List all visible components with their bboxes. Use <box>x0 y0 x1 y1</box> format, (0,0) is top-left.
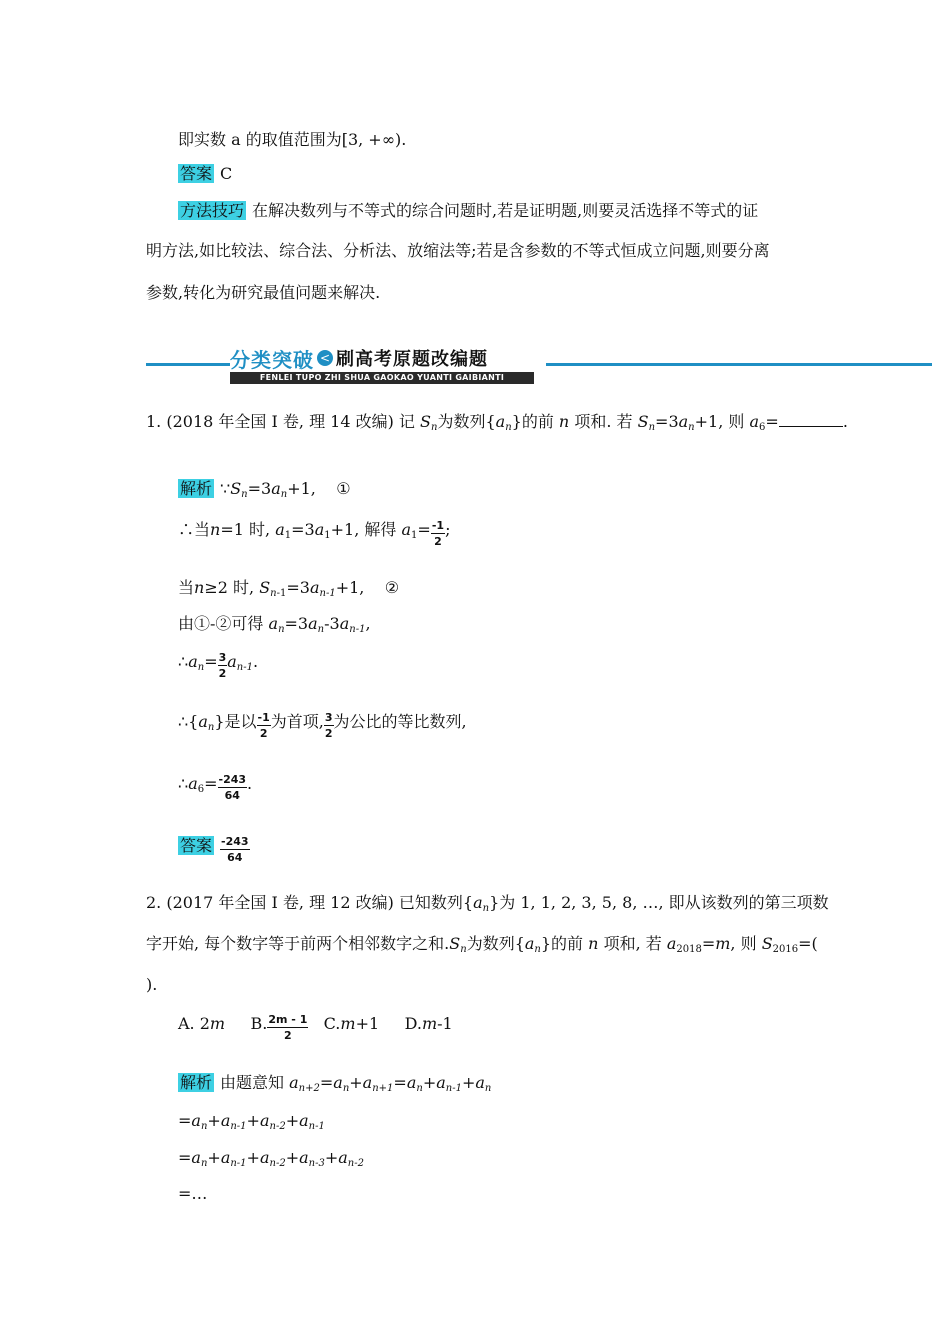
problem2-line-1: 2. (2017 年全国 Ⅰ 卷, 理 12 改编) 已知数列$\{a_n\}$为 1, 1, 2, 3, 5, 8, …, 即从该数列的第三项数 <box>146 893 829 914</box>
banner-rule-right <box>546 363 932 366</box>
problem2-line-3: ). <box>146 975 158 994</box>
method-line-3: 参数,转化为研究最值问题来解决. <box>146 283 381 302</box>
p1-step-7: $\therefore a_6=$ $\frac{-243}{64}$ . <box>178 773 253 802</box>
p1-step-6: $\therefore\{a_n\}$是以 $\frac{-1}{2}$ 为首项, $\frac{3}{2}$ 为公比的等比数列, <box>178 711 467 740</box>
problem1-stem: 1. (2018 年全国 Ⅰ 卷, 理 14 改编) 记 $S_n$为数列$\{a_n\}$的前 n 项和. 若 $S_n=3a_n+1$, 则 $a_6=$ . <box>146 412 848 433</box>
fraction-three-half: $\frac{3}{2}$ <box>218 651 227 680</box>
option-c: C.m+1 <box>323 1014 380 1033</box>
banner-rule-left <box>146 363 230 366</box>
section-banner <box>146 345 932 385</box>
fraction-first-term: $\frac{-1}{2}$ <box>257 711 270 740</box>
fraction-neg-half: $\frac{-1}{2}$ <box>431 519 445 548</box>
arrow-icon: < <box>317 350 333 366</box>
method-tag: 方法技巧 <box>180 201 245 220</box>
p1-step-5: $\therefore a_n=$ $\frac{3}{2}$ $a_{n-1}$. <box>178 651 259 680</box>
p1-step-2: ∴当n=1 时, $a_1=3a_1+1$, 解得 $a_1=$ $\frac{-1}{2}$ ; <box>178 519 451 548</box>
banner-subtitle: FENLEI TUPO ZHI SHUA GAOKAO YUANTI GAIBIANTI <box>230 372 534 384</box>
answer-tag: 答案 <box>180 164 213 183</box>
analysis-tag: 解析 <box>180 1073 213 1092</box>
p1-answer <box>178 836 250 863</box>
answer-tag: 答案 <box>180 836 213 855</box>
answer-line <box>178 164 232 184</box>
method-line-2: 明方法,如比较法、综合法、分析法、放缩法等;若是含参数的不等式恒成立问题,则要分离 <box>146 241 770 260</box>
range-text: 即实数 a 的取值范围为[3, +∞). <box>178 130 407 149</box>
p1-step-1: 解析 $\because S_n=3a_n+1$, ① <box>180 479 351 500</box>
p2-analysis-4: =… <box>178 1184 208 1203</box>
p2-analysis-3: $=a_n+a_{n-1}+a_{n-2}+a_{n-3}+a_{n-2}$ <box>178 1148 364 1169</box>
option-b: B. $\frac{2m - 1}{2}$ <box>250 1013 308 1042</box>
p1-step-4: 由①-②可得 $a_n=3a_n-3a_{n-1}$, <box>178 614 371 635</box>
fraction-answer: $\frac{-243}{64}$ <box>221 835 249 864</box>
p1-step-3: 当n≥2 时, $S_{n-1}=3a_{n-1}+1$, ② <box>178 578 400 599</box>
p2-analysis-2: $=a_n+a_{n-1}+a_{n-2}+a_{n-1}$ <box>178 1111 325 1132</box>
banner-title-rest: 刷高考原题改编题 <box>336 349 488 370</box>
option-d: D.m-1 <box>404 1014 453 1033</box>
problem2-line-2: 字开始, 每个数字等于前两个相邻数字之和$.S_n$为数列$\{a_n\}$的前 n 项和, 若 $a_{2018}=m$, 则 $S_{2016}=$( <box>146 934 818 955</box>
fraction-ratio: $\frac{3}{2}$ <box>324 711 333 740</box>
banner-title-main: 分类突破 <box>230 347 314 372</box>
answer-value: C <box>220 164 233 183</box>
fraction-option-b: $\frac{2m - 1}{2}$ <box>268 1013 308 1042</box>
problem2-options <box>178 1014 453 1041</box>
fraction-result: $\frac{-243}{64}$ <box>218 773 247 802</box>
method-line-1: 方法技巧 在解决数列与不等式的综合问题时,若是证明题,则要灵活选择不等式的证 <box>180 201 759 220</box>
analysis-tag: 解析 <box>180 479 213 498</box>
option-a: A. 2m <box>178 1014 226 1033</box>
banner-title <box>230 345 534 371</box>
answer-blank <box>779 412 843 427</box>
p2-analysis-1: 解析 由题意知 $a_{n+2}=a_n+a_{n+1}=a_n+a_{n-1}+a_n$ <box>180 1073 492 1094</box>
